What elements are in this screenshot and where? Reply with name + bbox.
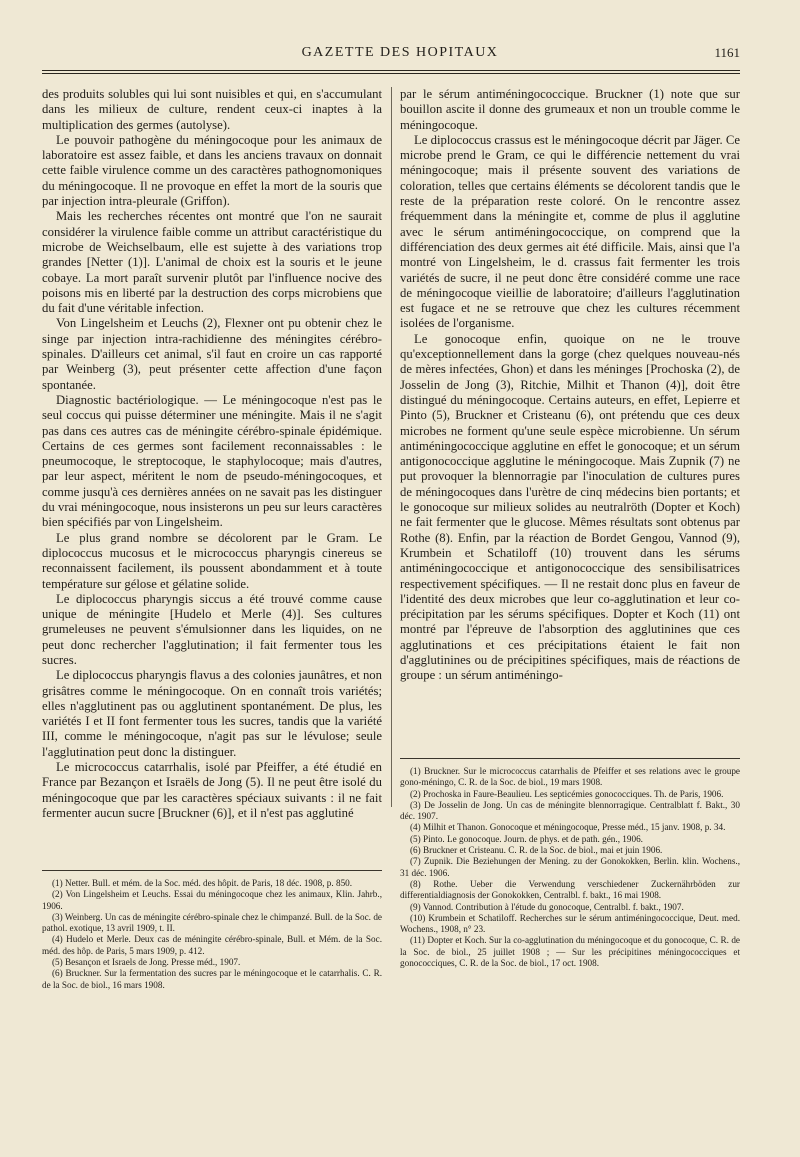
right-column [400, 87, 740, 684]
paragraph: des produits solubles qui lui sont nuisibles et qui, en s'accumulant dans les milieux de culture, rendent ceux-ci inaptes à la multiplication des germes (autolyse). [42, 87, 382, 132]
footnote: (3) De Josselin de Jong. Un cas de méningite blennorragique. Centralblatt f. Bakt., 30 déc. 1907. [400, 799, 740, 822]
footnote: (6) Bruckner. Sur la fermentation des sucres par le méningocoque et le catarrhalis. C. R. de la Soc. de biol., 16 mars 1908. [42, 968, 382, 990]
footnote: (1) Netter. Bull. et mém. de la Soc. méd. des hôpit. de Paris, 18 déc. 1908, p. 850. [52, 878, 353, 888]
paragraph: Le gonocoque enfin, quoique on ne le trouve qu'exceptionnellement dans la gorge (chez quelques nouveau-nés de mères infectées, Ghon) et dans les méninges [Prochoska (2), de Josselin de Jong (3), Ritchie, Milhit et Thanon (4)], doit être distingué du méningocoque. Certains auteurs, en effet, Lepierre et Pinto (5), Bruckner et Cristeanu (6), ont prétendu que ces deux microbes ne forment qu'une seule espèce microbienne. Un sérum antiméningococcique agglutine en effet le gonocoque; et un sérum antigonococcique agglutine le méningocoque. Mais Zupnik (7) ne put provoquer la blennorragie par l'inoculation de cultures pures de méningocoques dans l'urètre de cinq médecins bien portants; et le gonocoque sur milieux solides au neutralröth (Dopter et Koch) ne fait fermenter que le glucose. Mêmes résultats sont obtenus par Rothe (8). Enfin, par la réaction de Bordet Gengou, Vannod (9), Krumbein et Schatiloff (10) trouvent dans les sérums antiméningococcique et antigonococcique des sensibilisatrices respectivement spécifiques. — Il ne restait donc plus en faveur de l'identité des deux microbes que leur co-agglutination et leur co-précipitation par les sérums spécifiques. Dopter et Koch (11) ont montré par l'épreuve de l'absorption des agglutinines que ces agglutinations et ces précipitations étaient le fait non d'agglutinines ou de précipitines spécifiques, mais de réactions de groupe : un sérum antiméningo- [400, 331, 740, 683]
footnote: (4) Milhit et Thanon. Gonocoque et méningocoque, Presse méd., 15 janv. 1908, p. 34. [410, 822, 726, 833]
footnote: (9) Vannod. Contribution à l'étude du gonocoque, Centralbl. f. bakt., 1907. [410, 901, 684, 912]
paragraph: Le pouvoir pathogène du méningocoque pour les animaux de laboratoire est assez faible, et dans les anciens travaux on donnait cette faible virulence comme un des caractères pathognomoniques du méningocoque. Il ne provoque en effet la mort de la souris que par injection intra-pleurale (Griffon). [42, 132, 382, 209]
header-rule-thin [42, 73, 740, 74]
paragraph: Diagnostic bactériologique. — Le méningocoque n'est pas le seul coccus qui puisse déterminer une méningite. Mais il ne s'agit pas dans ces autres cas de méningite cérébro-spinale épidémique. Certains de ces germes sont facilement reconnaissables : le pneumocoque, le streptocoque, le staphylocoque; mais d'autres, par leur aspect, méritent le nom de pseudo-méningocoques, et comme jusqu'à ces dernières années on ne savait pas les distinguer du vrai méningocoque, nous insisterons un peu sur leurs caractères bien spécifiés par von Lingelsheim. [42, 392, 382, 530]
paragraph: Mais les recherches récentes ont montré que l'on ne saurait considérer la virulence faible comme un attribut caractéristique du microbe de Weichselbaum, elle est sujette à des variations trop grandes [Netter (1)]. L'animal de choix est la souris et le jeune cobaye. La mort paraît survenir plutôt par l'influence nocive des poisons mis en liberté par la destruction des corps microbiens que du fait d'une véritable infection. [42, 209, 382, 316]
footnote: (5) Pinto. Le gonocoque. Journ. de phys. et de path. gén., 1906. [410, 833, 643, 844]
footnote-rule [42, 870, 382, 871]
left-footnotes [42, 878, 382, 991]
paragraph: Le plus grand nombre se décolorent par le Gram. Le diplococcus mucosus et le micrococcus pharyngis cinereus se reconnaissent facilement, ils poussent abondamment et à toute température sur gélose et gélatine solide. [42, 530, 382, 591]
journal-title: GAZETTE DES HOPITAUX [301, 45, 499, 60]
left-column [42, 87, 382, 821]
footnote-rule [400, 758, 740, 759]
footnote: (7) Zupnik. Die Beziehungen der Mening. zu der Gonokokken, Berlin. klin. Wochens., 31 déc. 1906. [400, 856, 740, 878]
footnote: (1) Bruckner. Sur le micrococcus catarrhalis de Pfeiffer et ses relations avec le groupe gono-méningo, C. R. de la Soc. de biol., 19 mars 1908. [400, 766, 740, 788]
paragraph: Le diplococcus pharyngis siccus a été trouvé comme cause unique de méningite [Hudelo et Merle (4)]. Ses cultures grumeleuses ne peuvent s'émulsionner dans les liquides, on ne peut donc rechercher l'agglutination; il fait fermenter tous les sucres. [42, 591, 382, 667]
paragraph: par le sérum antiméningococcique. Bruckner (1) note que sur bouillon ascite il donne des grumeaux et non un trouble comme le méningocoque. [400, 87, 740, 132]
footnote: (3) Weinberg. Un cas de méningite cérébro-spinale chez le chimpanzé. Bull. de la Soc. de pathol. exotique, 13 avril 1909, t. II. [42, 911, 382, 934]
footnote: (10) Krumbein et Schatiloff. Recherches sur le sérum antiméningococcique, Deut. med. Wochens., 1908, n° 23. [400, 912, 740, 935]
paragraph: Le micrococcus catarrhalis, isolé par Pfeiffer, a été étudié en France par Bezançon et Israëls de Jong (5). Il ne peut être isolé du méningocoque que par les caractères spéciaux suivants : il ne fait fermenter aucun sucre [Bruckner (6)], et il n'est pas agglutiné [42, 760, 382, 820]
footnote: (2) Prochoska in Faure-Beaulieu. Les septicémies gonococciques. Th. de Paris, 1906. [410, 788, 724, 799]
footnote: (2) Von Lingelsheim et Leuchs. Essai du méningocoque chez les animaux, Klin. Jahrb., 1906. [42, 889, 382, 911]
page-header [0, 43, 800, 65]
footnote: (6) Bruckner et Cristeanu. C. R. de la Soc. de biol., mai et juin 1906. [410, 845, 663, 856]
paragraph: Von Lingelsheim et Leuchs (2), Flexner ont pu obtenir chez le singe par injection intra-rachidienne des méningites cérébro-spinales. D'ailleurs cet animal, s'il faut en croire un cas rapporté par Weinberg (3), peut présenter cette affection d'une façon spontanée. [42, 316, 382, 392]
header-rule [42, 70, 740, 71]
paragraph: Le diplococcus crassus est le méningocoque décrit par Jäger. Ce microbe prend le Gram, ce qui le différencie nettement du vrai méningocoque; mais il présente souvent des variations de coloration, telles que certains éléments se décolorent tandis que le reste de la préparation reste coloré. On le rencontre assez fréquemment dans la méningite et, comme de plus il agglutine avec le sérum antiméningococcique, on comprend que la différenciation des deux germes ait été difficile. Mais, ainsi que l'a montré von Lingelsheim, le d. crassus fait fermenter les trois variétés de sucre, il ne peut donc être considéré comme une race de méningocoque vieillie de laboratoire; d'ailleurs l'agglutination est fugace et ne se retrouve que chez les cultures récemment isolées de l'organisme. [400, 132, 740, 331]
footnote: (5) Besançon et Israels de Jong. Presse méd., 1907. [52, 957, 241, 968]
page-number: 1161 [714, 45, 740, 60]
right-footnotes [400, 766, 740, 969]
footnote: (11) Dopter et Koch. Sur la co-agglutination du méningocoque et du gonocoque, C. R. de la Soc. de biol., 25 juillet 1908 ; — Sur les précipitines méningococciques et gonococciques, C. R. de la Soc. de biol., 17 oct. 1908. [400, 935, 740, 969]
footnote: (8) Rothe. Ueber die Verwendung verschiedener Zuckernährböden zur differentialdiagnosis der Gonokokken, Centralbl. f. bakt., 16 mai 1908. [400, 878, 740, 901]
paragraph: Le diplococcus pharyngis flavus a des colonies jaunâtres, et non grisâtres comme le méningocoque. On en connaît trois variétés; elles n'agglutinent pas ou agglutinent spontanément. De plus, les variétés I et II font fermenter tous les sucres, tandis que la variété III, comme le méningocoque, n'agit pas sur le lévulose; seule l'agglutination peut donc la distinguer. [42, 668, 382, 759]
column-divider [391, 87, 392, 807]
footnote: (4) Hudelo et Merle. Deux cas de méningite cérébro-spinale, Bull. et Mém. de la Soc. méd. des hôp. de Paris, 5 mars 1909, p. 412. [42, 934, 382, 956]
